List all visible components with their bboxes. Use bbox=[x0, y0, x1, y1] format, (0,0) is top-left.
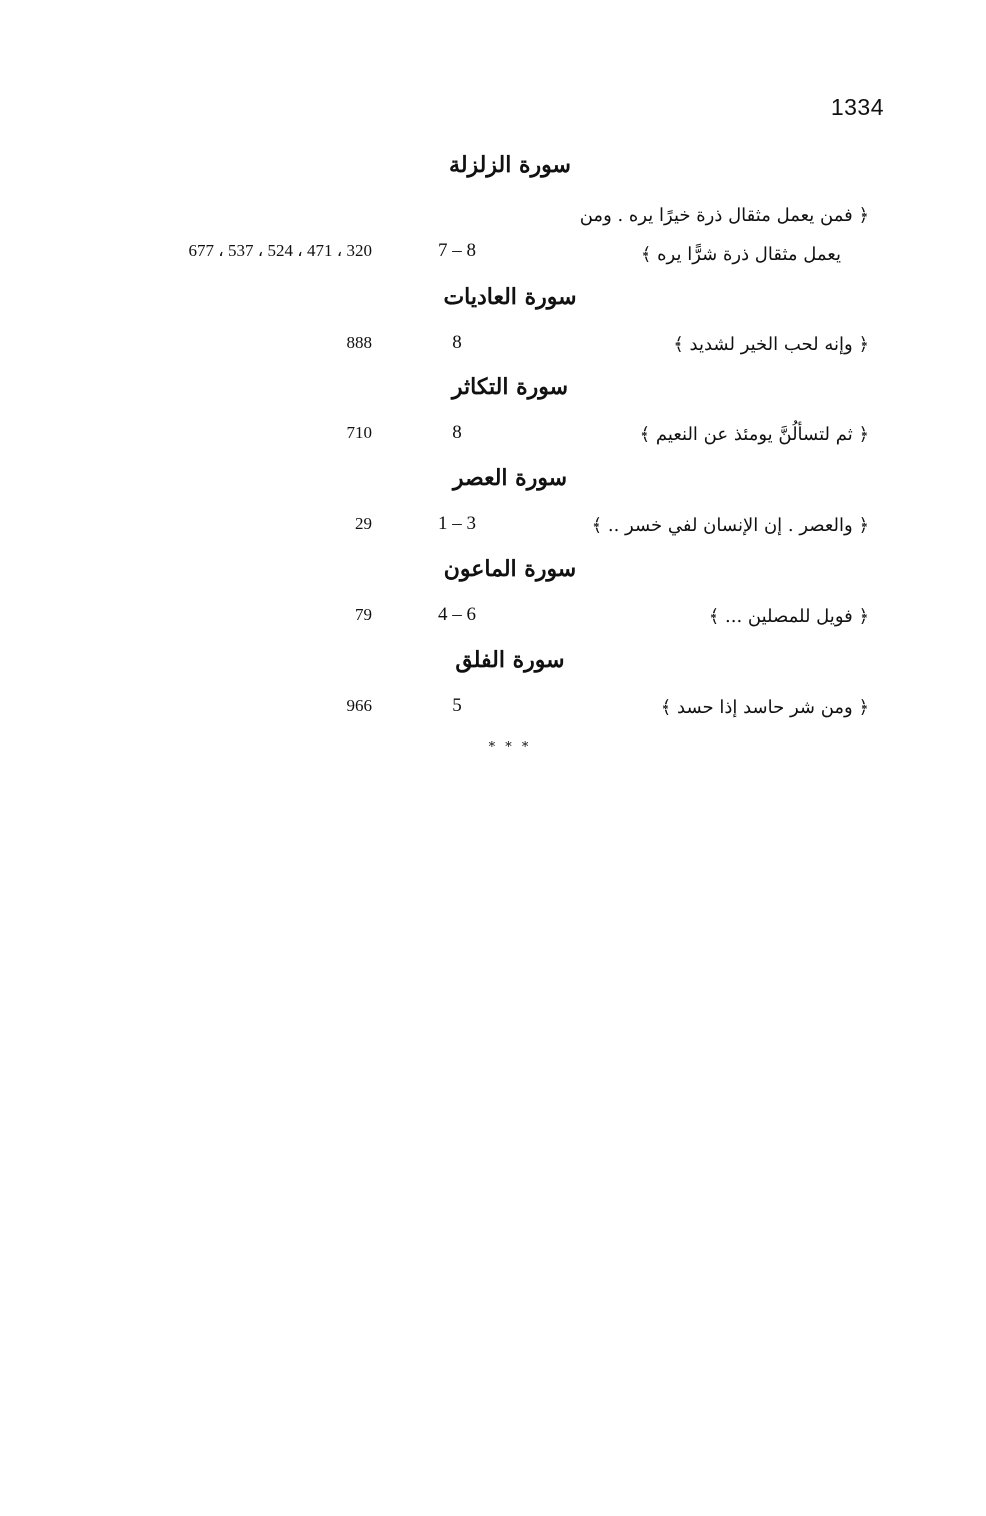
surah-title-takathur: سورة التكاثر bbox=[451, 374, 569, 400]
surah-title-falaq: سورة الفلق bbox=[455, 647, 565, 673]
verse-numbers: 1 – 3 bbox=[438, 513, 476, 534]
verse-numbers: 4 – 6 bbox=[438, 604, 476, 625]
verse-text-line: ﴿ ومن شر حاسد إذا حسد ﴾ bbox=[660, 697, 869, 718]
page-references: 888 bbox=[346, 333, 372, 352]
page-number: 1334 bbox=[830, 94, 884, 120]
page-references: 29 bbox=[355, 514, 372, 533]
verse-text-line: ﴿ والعصر . إن الإنسان لفي خسر .. ﴾ bbox=[591, 515, 869, 536]
verse-text-line: ﴿ ثم لتسألُنَّ يومئذ عن النعيم ﴾ bbox=[639, 424, 869, 445]
page-references: 79 bbox=[355, 605, 372, 624]
verse-numbers: 8 bbox=[452, 422, 462, 443]
page-references: 710 bbox=[346, 423, 372, 442]
page-references: 966 bbox=[346, 696, 372, 715]
section-separator: * * * bbox=[488, 740, 532, 755]
verse-numbers: 5 bbox=[452, 695, 462, 716]
verse-text-line: ﴿ وإنه لحب الخير لشديد ﴾ bbox=[673, 334, 869, 355]
surah-title-asr: سورة العصر bbox=[452, 465, 568, 491]
verse-text-line: ﴿ فمن يعمل مثقال ذرة خيرًا يره . ومن bbox=[579, 205, 869, 226]
verse-numbers: 7 – 8 bbox=[438, 240, 476, 261]
surah-title-zalzala: سورة الزلزلة bbox=[449, 152, 571, 178]
verse-text-line: ﴿ فويل للمصلين ... ﴾ bbox=[708, 606, 869, 627]
surah-title-maun: سورة الماعون bbox=[443, 556, 577, 582]
verse-numbers: 8 bbox=[452, 332, 462, 353]
page-references: 320 ، 471 ، 524 ، 537 ، 677 bbox=[188, 241, 372, 260]
surah-title-adiyat: سورة العاديات bbox=[443, 284, 577, 310]
verse-text-line: يعمل مثقال ذرة شرًّا يره ﴾ bbox=[640, 244, 841, 265]
